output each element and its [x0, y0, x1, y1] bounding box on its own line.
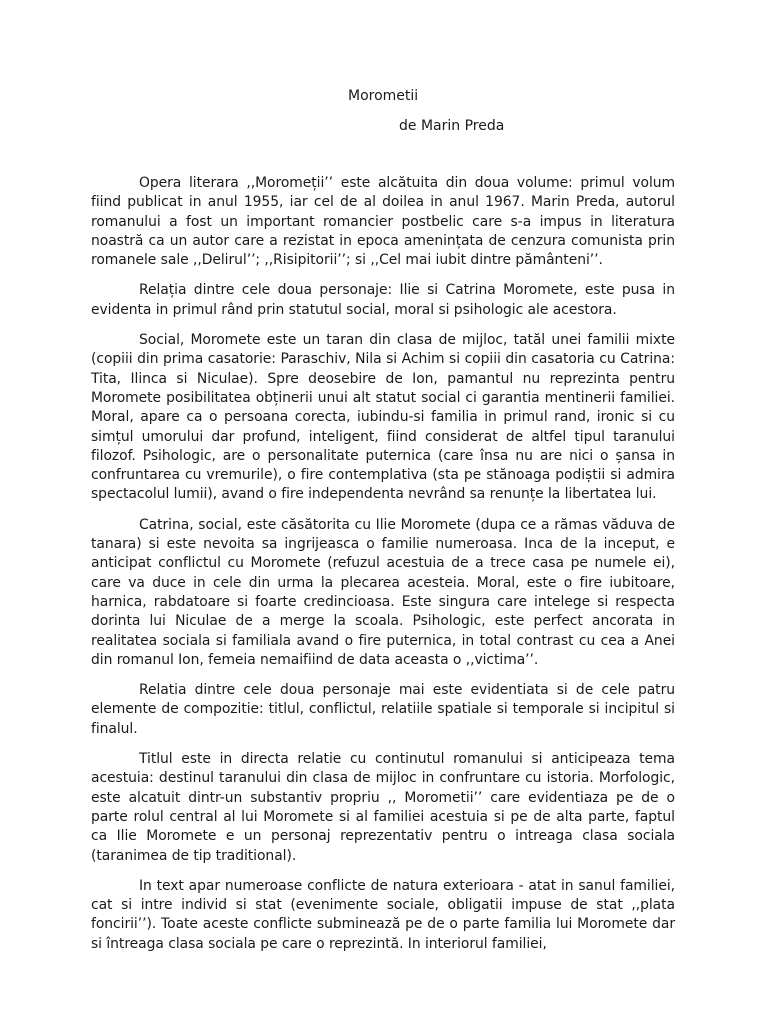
document-body	[91, 174, 675, 965]
document-subtitle: de Marin Preda	[399, 118, 505, 134]
paragraph: Opera literara ,,Moromeții’’ este alcătuita din doua volume: primul volum fiind publicat in anul 1955, iar cel de al doilea in anul 1967. Marin Preda, autorul romanului a fost un important romancier postbelic care s-a impus in literatura noastră ca un autor care a rezistat in epoca amenințata de cenzura comunista prin romanele sale ,,Delirul’’; ,,Risipitorii’’; si ,,Cel mai iubit dintre pământeni’’.	[91, 175, 675, 269]
paragraph: Catrina, social, este căsătorita cu Ilie Moromete (dupa ce a rămas văduva de tanara) si este nevoita sa ingrijeasca o familie numeroasa. Inca de la inceput, e anticipat conflictul cu Moromete (refuzul acestuia de a trece casa pe numele ei), care va duce in cele din urma la plecarea acesteia. Moral, este o fire iubitoare, harnica, rabdatoare si foarte credincioasa. Este singura care intelege si respecta dorinta lui Niculae de a merge la scoala. Psihologic, este perfect ancorata in realitatea sociala si familiala avand o fire puternica, in total contrast cu cea a Anei din romanul Ion, femeia nemaifiind de data aceasta o ,,victima’’.	[91, 516, 675, 668]
paragraph: Titlul este in directa relatie cu continutul romanului si anticipeaza tema acestuia: destinul taranului din clasa de mijloc in confruntare cu istoria. Morfologic, este alcatuit dintr-un substantiv propriu ,, Morometii’’ care evidentiaza pe de o parte rolul central al lui Moromete si al familiei acestuia si pe de alta parte, faptul ca Ilie Moromete e un personaj reprezentativ pentru o intreaga clasa sociala (taranimea de tip traditional).	[91, 751, 675, 864]
paragraph: Relația dintre cele doua personaje: Ilie si Catrina Moromete, este pusa in evidenta in primul rând prin statutul social, moral si psihologic ale acestora.	[91, 282, 675, 318]
paragraph: In text apar numeroase conflicte de natura exterioara - atat in sanul familiei, cat si intre individ si stat (evenimente sociale, obligatii impuse de stat ,,plata foncirii’’). Toate aceste conflicte subminează pe de o parte familia lui Moromete dar si întreaga clasa sociala pe care o reprezintă. In interiorul familiei,	[91, 877, 675, 952]
paragraph: Relatia dintre cele doua personaje mai este evidentiata si de cele patru elemente de compozitie: titlul, conflictul, relatiile spatiale si temporale si incipitul si finalul.	[91, 682, 675, 737]
document-title: Morometii	[348, 88, 419, 104]
paragraph: Social, Moromete este un taran din clasa de mijloc, tatăl unei familii mixte (copiii din prima casatorie: Paraschiv, Nila si Achim si copiii din casatoria cu Catrina: Tita, Ilinca si Niculae). Spre deosebire de Ion, pamantul nu reprezinta pentru Moromete posibilitatea obținerii unui alt statut social ci garantia mentinerii familiei. Moral, apare ca o persoana corecta, iubindu-si familia in primul rand, ironic si cu simțul umorului dar profund, inteligent, fiind considerat de altfel tipul taranului filozof. Psihologic, are o personalitate puternica (care însa nu are nici o șansa in confruntarea cu vremurile), o fire contemplativa (sta pe stănoaga podiștii si admira spectacolul lumii), avand o fire independenta nevrând sa renunțe la libertatea lui.	[91, 332, 675, 503]
